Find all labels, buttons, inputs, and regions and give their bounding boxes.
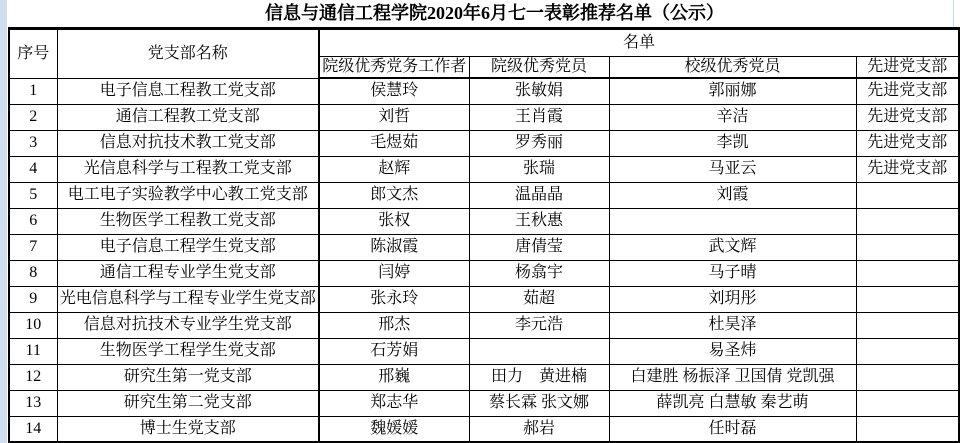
- cell-index: 9: [9, 286, 57, 312]
- cell-branch-name: 信息对抗技术专业学生党支部: [57, 312, 319, 338]
- cell-index: 7: [9, 234, 57, 260]
- table-row: [9, 312, 959, 338]
- cell-branch-name: 光电信息科学与工程专业学生党支部: [57, 286, 319, 312]
- cell-branch-name: 电子信息工程教工党支部: [57, 78, 319, 104]
- cell-index: 11: [9, 338, 57, 364]
- cell-advanced-branch: [856, 312, 959, 338]
- table-row: [9, 416, 959, 442]
- cell-college-outstanding-member: 罗秀丽: [469, 130, 609, 156]
- cell-university-outstanding-member: 易圣炜: [609, 338, 856, 364]
- cell-college-outstanding-member: 李元浩: [469, 312, 609, 338]
- cell-college-outstanding-member: 田力 黄进楠: [469, 364, 609, 390]
- cell-index: 13: [9, 390, 57, 416]
- cell-index: 2: [9, 104, 57, 130]
- cell-college-outstanding-member: 温晶晶: [469, 182, 609, 208]
- cell-index: 12: [9, 364, 57, 390]
- cell-university-outstanding-member: 白建胜 杨振泽 卫国倩 党凯强: [609, 364, 856, 390]
- page-title: 信息与通信工程学院2020年6月七一表彰推荐名单（公示）: [265, 3, 724, 23]
- cell-college-outstanding-worker: 张权: [319, 208, 469, 234]
- cell-advanced-branch: 先进党支部: [856, 130, 959, 156]
- table-row: [9, 182, 959, 208]
- cell-college-outstanding-member: 唐倩莹: [469, 234, 609, 260]
- table-row: [9, 78, 959, 104]
- cell-college-outstanding-worker: 魏媛媛: [319, 416, 469, 442]
- cell-index: 5: [9, 182, 57, 208]
- cell-college-outstanding-member: 杨翕宇: [469, 260, 609, 286]
- cell-college-outstanding-worker: 郎文杰: [319, 182, 469, 208]
- cell-college-outstanding-worker: 闫婷: [319, 260, 469, 286]
- table-row: [9, 130, 959, 156]
- cell-college-outstanding-member: 郝岩: [469, 416, 609, 442]
- cell-college-outstanding-worker: 邢巍: [319, 364, 469, 390]
- cell-college-outstanding-member: 张敏娟: [469, 78, 609, 104]
- cell-college-outstanding-member: [469, 338, 609, 364]
- cell-advanced-branch: [856, 338, 959, 364]
- cell-index: 14: [9, 416, 57, 442]
- cell-advanced-branch: 先进党支部: [856, 78, 959, 104]
- col-header-university-outstanding-member: 校级优秀党员: [609, 57, 856, 79]
- cell-college-outstanding-worker: 郑志华: [319, 390, 469, 416]
- table-row: [9, 338, 959, 364]
- cell-university-outstanding-member: 马亚云: [609, 156, 856, 182]
- col-header-name-list-group: 名单: [319, 29, 959, 57]
- table-row: [9, 364, 959, 390]
- table-row: [9, 234, 959, 260]
- cell-university-outstanding-member: [609, 208, 856, 234]
- cell-branch-name: 研究生第二党支部: [57, 390, 319, 416]
- cell-branch-name: 博士生党支部: [57, 416, 319, 442]
- cell-university-outstanding-member: 郭丽娜: [609, 78, 856, 104]
- cell-advanced-branch: [856, 390, 959, 416]
- cell-advanced-branch: [856, 286, 959, 312]
- cell-university-outstanding-member: 刘霞: [609, 182, 856, 208]
- cell-branch-name: 光信息科学与工程教工党支部: [57, 156, 319, 182]
- cell-university-outstanding-member: 薛凯亮 白慧敏 秦艺萌: [609, 390, 856, 416]
- cell-index: 1: [9, 78, 57, 104]
- cell-university-outstanding-member: 武文辉: [609, 234, 856, 260]
- cell-advanced-branch: [856, 208, 959, 234]
- cell-branch-name: 通信工程教工党支部: [57, 104, 319, 130]
- col-header-college-outstanding-member: 院级优秀党员: [469, 57, 609, 79]
- sheet-edge-strip: [0, 0, 7, 443]
- cell-branch-name: 通信工程专业学生党支部: [57, 260, 319, 286]
- table-row: [9, 390, 959, 416]
- cell-branch-name: 生物医学工程教工党支部: [57, 208, 319, 234]
- cell-college-outstanding-worker: 石芳娟: [319, 338, 469, 364]
- cell-college-outstanding-member: 王秋惠: [469, 208, 609, 234]
- cell-university-outstanding-member: 马子晴: [609, 260, 856, 286]
- cell-university-outstanding-member: 杜昊泽: [609, 312, 856, 338]
- col-header-advanced-branch: 先进党支部: [856, 57, 959, 79]
- cell-advanced-branch: 先进党支部: [856, 156, 959, 182]
- table-row: [9, 208, 959, 234]
- cell-university-outstanding-member: 李凯: [609, 130, 856, 156]
- cell-advanced-branch: [856, 364, 959, 390]
- table-row: [9, 260, 959, 286]
- cell-advanced-branch: 先进党支部: [856, 104, 959, 130]
- cell-college-outstanding-worker: 赵辉: [319, 156, 469, 182]
- cell-advanced-branch: [856, 234, 959, 260]
- cell-branch-name: 电子信息工程学生党支部: [57, 234, 319, 260]
- col-header-college-outstanding-worker: 院级优秀党务工作者: [319, 57, 469, 79]
- cell-index: 8: [9, 260, 57, 286]
- cell-university-outstanding-member: 刘玥彤: [609, 286, 856, 312]
- cell-university-outstanding-member: 辛洁: [609, 104, 856, 130]
- cell-branch-name: 电工电子实验教学中心教工党支部: [57, 182, 319, 208]
- cell-index: 6: [9, 208, 57, 234]
- col-header-index: 序号: [9, 29, 57, 79]
- cell-college-outstanding-member: 茹超: [469, 286, 609, 312]
- cell-branch-name: 生物医学工程学生党支部: [57, 338, 319, 364]
- cell-branch-name: 信息对抗技术教工党支部: [57, 130, 319, 156]
- cell-college-outstanding-worker: 刘哲: [319, 104, 469, 130]
- table-row: [9, 104, 959, 130]
- cell-index: 4: [9, 156, 57, 182]
- cell-college-outstanding-member: 张瑞: [469, 156, 609, 182]
- cell-college-outstanding-member: 王肖霞: [469, 104, 609, 130]
- cell-advanced-branch: [856, 260, 959, 286]
- cell-college-outstanding-worker: 陈淑霞: [319, 234, 469, 260]
- cell-college-outstanding-worker: 张永玲: [319, 286, 469, 312]
- cell-branch-name: 研究生第一党支部: [57, 364, 319, 390]
- cell-college-outstanding-worker: 侯慧玲: [319, 78, 469, 104]
- cell-advanced-branch: [856, 182, 959, 208]
- table-row: [9, 156, 959, 182]
- cell-university-outstanding-member: 任时磊: [609, 416, 856, 442]
- cell-college-outstanding-worker: 邢杰: [319, 312, 469, 338]
- cell-college-outstanding-worker: 毛煜茹: [319, 130, 469, 156]
- cell-index: 10: [9, 312, 57, 338]
- cell-index: 3: [9, 130, 57, 156]
- table-row: [9, 286, 959, 312]
- col-header-branch-name: 党支部名称: [57, 29, 319, 79]
- cell-college-outstanding-member: 蔡长霖 张文娜: [469, 390, 609, 416]
- cell-advanced-branch: [856, 416, 959, 442]
- award-table: [8, 27, 960, 443]
